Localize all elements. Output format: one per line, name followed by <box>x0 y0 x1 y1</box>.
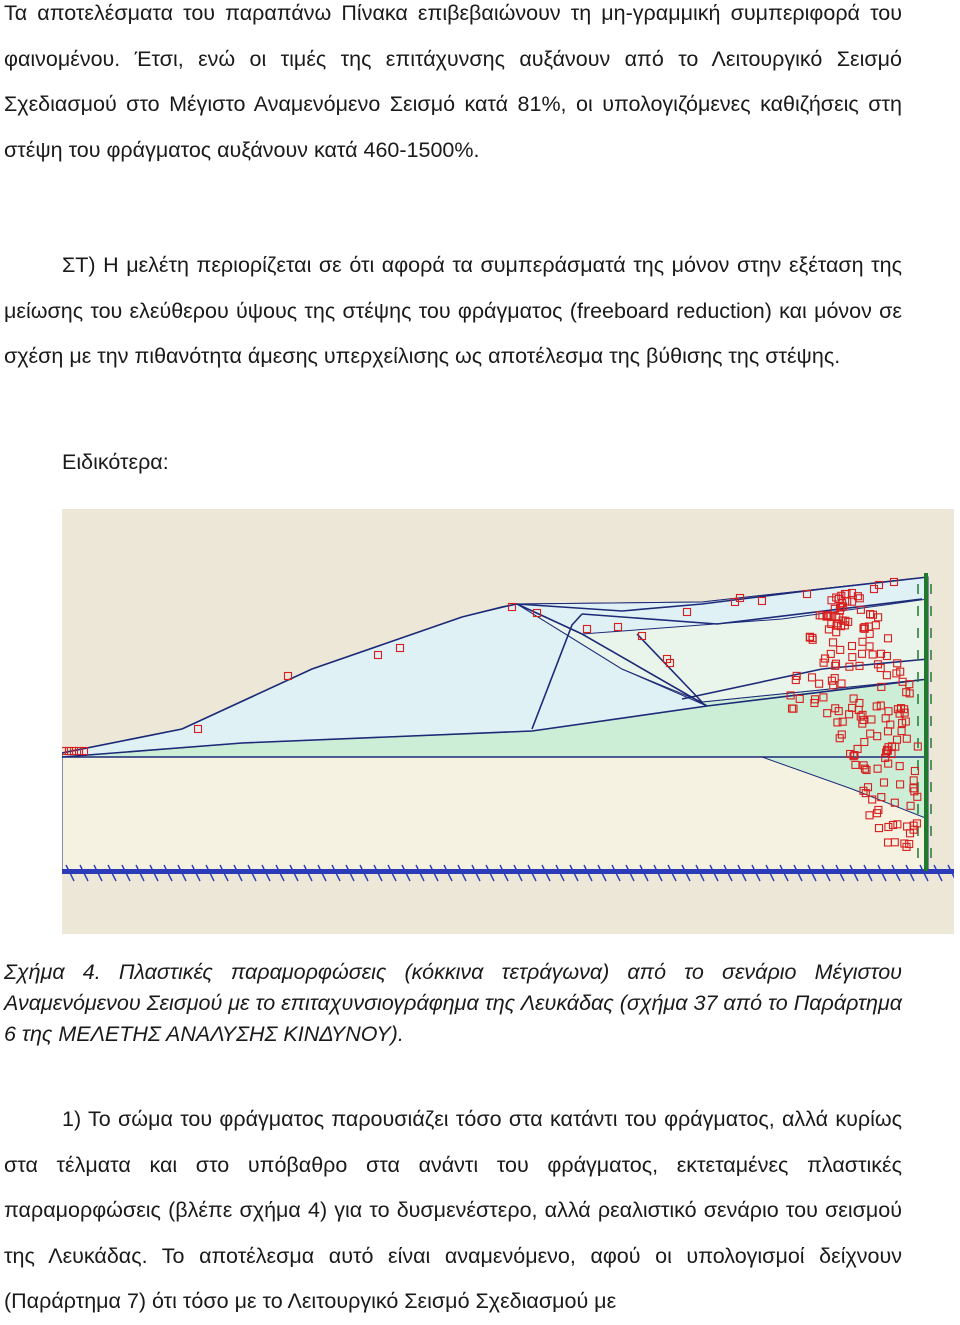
plastic-deformation-figure <box>62 509 954 934</box>
paragraph-results: Τα αποτελέσματα του παραπάνω Πίνακα επιβεβαιώνουν τη μη-γραμμική συμπεριφορά του φαινομένου. Έτσι, ενώ οι τιμές της επιτάχυνσης αυξάνουν από το Λειτουργικό Σεισμό Σχεδιασμού στο Μέγιστο Αναμενόμενο Σεισμό κατά 81%, οι υπολογιζόμενες καθιζήσεις στη στέψη του φράγματος αυξάνουν κατά 460-1500%. <box>4 1 902 162</box>
right-boundary-line <box>924 573 928 871</box>
figure-caption: Σχήμα 4. Πλαστικές παραμορφώσεις (κόκκινα τετράγωνα) από το σενάριο Μέγιστου Αναμενόμενου Σεισμού με το επιταχυνσιογράφημα της Λευκάδας (σχήμα 37 από το Παράρτημα 6 της ΜΕΛΕΤΗΣ ΑΝΑΛΥΣΗΣ ΚΙΝΔΥΝΟΥ). <box>4 960 902 1046</box>
paragraph-deformations-text: 1) Το σώμα του φράγματος παρουσιάζει τόσο στα κατάντι του φράγματος, αλλά κυρίως στα τέλματα και στο υπόβαθρο στα ανάντι του φράγματος, εκτεταμένες πλαστικές παραμορφώσεις (βλέπε σχήμα 4) για το δυσμενέστερο, αλλά ρεαλιστικό σενάριο του σεισμού της Λευκάδας. Το αποτέλεσμα αυτό είναι αναμενόμενο, αφού οι υπολογισμοί δείχνουν (Παράρτημα 7) ότι τόσο με το Λειτουργικό Σεισμό Σχεδιασμού με <box>4 1107 902 1313</box>
paragraph-study-scope <box>4 243 902 380</box>
paragraph-study-scope-text: ΣΤ) Η μελέτη περιορίζεται σε ότι αφορά τα συμπεράσματά της μόνον στην εξέταση της μείωσης του ελεύθερου ύψους της στέψης του φράγματος (freeboard reduction) και μόνον σε σχέση με την πιθανότητα άμεσης υπερχείλισης ως αποτέλεσμα της βύθισης της στέψης. <box>4 253 902 368</box>
paragraph-deformations <box>4 1097 902 1325</box>
paragraph-specifically: Ειδικότερα: <box>62 450 169 474</box>
figure-drawing <box>62 509 954 934</box>
foundation-layer <box>62 757 928 871</box>
